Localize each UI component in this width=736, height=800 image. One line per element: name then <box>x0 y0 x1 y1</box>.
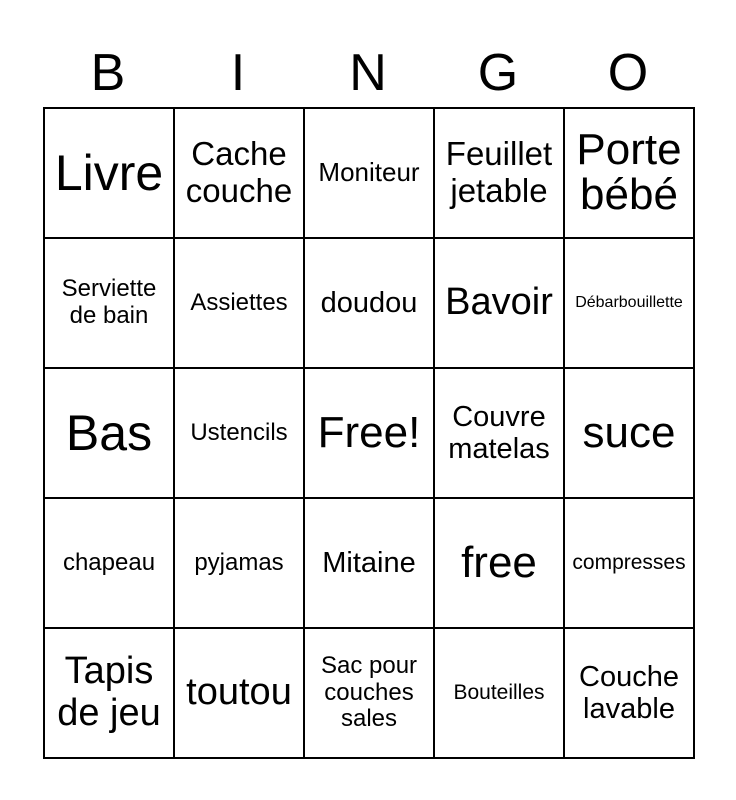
bingo-cell[interactable] <box>45 499 175 629</box>
cell-label: Mitaine <box>322 546 416 579</box>
bingo-cell[interactable] <box>305 109 435 239</box>
header-letter-n: N <box>349 44 387 102</box>
cell-label: Couche lavable <box>579 660 679 725</box>
bingo-cell[interactable] <box>565 369 695 499</box>
cell-label: Ustencils <box>190 418 288 446</box>
bingo-cell[interactable] <box>175 109 305 239</box>
bingo-cell[interactable] <box>435 629 565 759</box>
bingo-cell[interactable] <box>305 499 435 629</box>
cell-label: Bavoir <box>445 281 553 324</box>
cell-label: chapeau <box>62 548 156 576</box>
header-letter-b: B <box>90 44 126 102</box>
bingo-cell[interactable] <box>435 239 565 369</box>
cell-label: Sac pour couches sales <box>320 651 418 733</box>
bingo-cell[interactable] <box>435 499 565 629</box>
cell-label: Tapis de jeu <box>57 650 161 734</box>
bingo-cell[interactable] <box>175 239 305 369</box>
cell-label: Livre <box>54 145 164 201</box>
cell-label: pyjamas <box>194 548 284 576</box>
cell-label: Serviette de bain <box>61 275 157 329</box>
cell-label: Bas <box>65 405 153 461</box>
cell-label: Cache couche <box>185 135 293 209</box>
cell-label: free <box>461 537 537 587</box>
bingo-cell[interactable] <box>565 109 695 239</box>
bingo-grid <box>43 107 695 759</box>
bingo-cell[interactable] <box>175 499 305 629</box>
header-letter-o: O <box>607 44 649 102</box>
cell-label: Débarbouillette <box>575 294 683 312</box>
bingo-cell[interactable] <box>435 109 565 239</box>
cell-label: Feuillet jetable <box>445 135 553 209</box>
bingo-cell[interactable] <box>565 499 695 629</box>
header-letter-i: I <box>230 44 246 102</box>
bingo-header <box>43 42 693 104</box>
bingo-cell[interactable] <box>175 369 305 499</box>
cell-label: Couvre matelas <box>448 400 550 465</box>
bingo-cell[interactable] <box>45 109 175 239</box>
bingo-cell[interactable] <box>305 369 435 499</box>
header-letter-g: G <box>477 44 519 102</box>
free-space: Free! <box>317 407 421 457</box>
bingo-cell[interactable] <box>175 629 305 759</box>
bingo-cell[interactable] <box>305 629 435 759</box>
bingo-cell[interactable] <box>305 239 435 369</box>
bingo-cell[interactable] <box>45 369 175 499</box>
bingo-cell[interactable] <box>565 629 695 759</box>
cell-label: Moniteur <box>318 157 420 188</box>
cell-label: Bouteilles <box>453 681 545 705</box>
bingo-cell[interactable] <box>45 239 175 369</box>
cell-label: Porte bébé <box>576 125 682 219</box>
cell-label: doudou <box>320 286 418 319</box>
cell-label: toutou <box>186 671 292 714</box>
bingo-cell[interactable] <box>435 369 565 499</box>
cell-label: suce <box>582 407 676 457</box>
cell-label: Assiettes <box>190 288 288 316</box>
bingo-cell[interactable] <box>565 239 695 369</box>
bingo-cell[interactable] <box>45 629 175 759</box>
cell-label: compresses <box>572 551 686 575</box>
